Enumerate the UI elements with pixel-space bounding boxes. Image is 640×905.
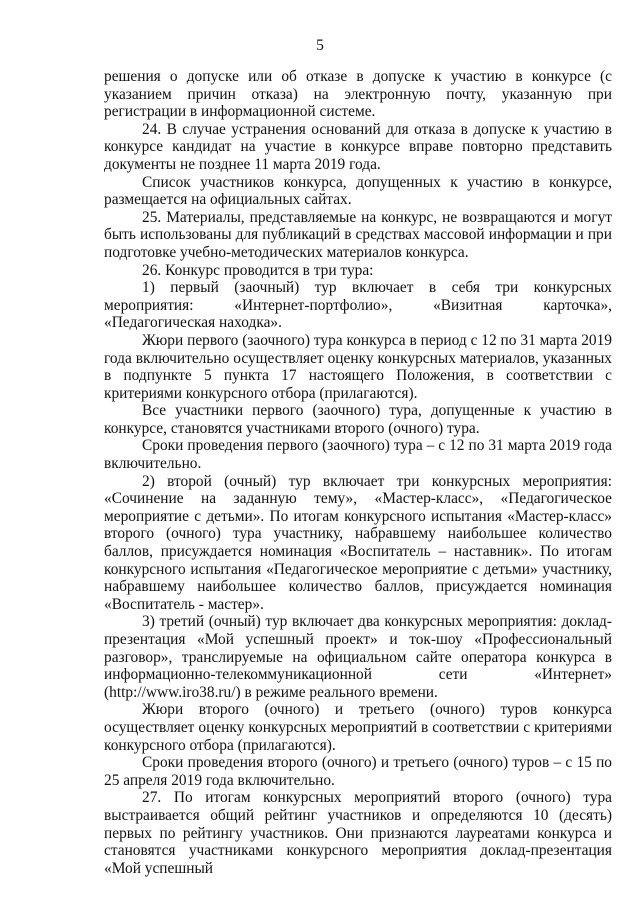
paragraph-first-round: 1) первый (заочный) тур включает в себя три конкурсных мероприятия: «Интернет-портфолио», «Визитная карточка», «Педагогическая находка». (104, 279, 612, 332)
paragraph-participants-list: Список участников конкурса, допущенных к участию в конкурсе, размещается на официальных сайтах. (104, 173, 612, 209)
page-number: 5 (316, 37, 324, 54)
paragraph-first-round-dates: Сроки проведения первого (заочного) тура – с 12 по 31 марта 2019 года включительно. (104, 437, 612, 473)
document-body (104, 68, 612, 877)
paragraph-third-round: 3) третий (очный) тур включает два конкурсных мероприятия: доклад-презентация «Мой успешный проект» и ток-шоу «Профессиональный разговор», транслируемые на официальном сайте оператора конкурса в информационно-телекоммуникационной сети «Интернет» (http://www.iro38.ru/) в режиме реального времени. (104, 613, 612, 701)
paragraph-first-round-jury: Жюри первого (заочного) тура конкурса в период с 12 по 31 марта 2019 года включительно осуществляет оценку конкурсных материалов, указанных в подпункте 5 пункта 17 настоящего Положения, в соответствии с критериями конкурсного отбора (прилагаются). (104, 331, 612, 402)
paragraph-rounds-jury: Жюри второго (очного) и третьего (очного) туров конкурса осуществляет оценку конкурсных мероприятий в соответствии с критериями конкурсного отбора (прилагаются). (104, 701, 612, 754)
paragraph-rounds-dates: Сроки проведения второго (очного) и третьего (очного) туров – с 15 по 25 апреля 2019 года включительно. (104, 754, 612, 789)
paragraph-25: 25. Материалы, представляемые на конкурс, не возвращаются и могут быть использованы для публикаций в средствах массовой информации и при подготовке учебно-методических материалов конкурса. (104, 208, 612, 261)
paragraph-first-round-advance: Все участники первого (заочного) тура, допущенные к участию в конкурсе, становятся участниками второго (очного) тура. (104, 402, 612, 437)
paragraph-24: 24. В случае устранения оснований для отказа в допуске к участию в конкурсе кандидат на участие в конкурсе вправе повторно представить документы не позднее 11 марта 2019 года. (104, 120, 612, 173)
paragraph-continuation: решения о допуске или об отказе в допуске к участию в конкурсе (с указанием причин отказа) на электронную почту, указанную при регистрации в информационной системе. (104, 68, 612, 121)
paragraph-27: 27. По итогам конкурсных мероприятий второго (очного) тура выстраивается общий рейтинг участников и определяются 10 (десять) первых по рейтингу участников. Они признаются лауреатами конкурса и становятся участниками конкурсного мероприятия доклад-презентация «Мой успешный (104, 789, 612, 877)
paragraph-26: 26. Конкурс проводится в три тура: (142, 261, 374, 279)
paragraph-second-round: 2) второй (очный) тур включает три конкурсных мероприятия: «Сочинение на заданную тему», «Мастер-класс», «Педагогическое мероприятие с детьми». По итогам конкурсного испытания «Мастер-класс» второго (очного) тура участнику, набравшему наибольшее количество баллов, присуждается номинация «Воспитатель – наставник». По итогам конкурсного испытания «Педагогическое мероприятие с детьми» участнику, набравшему наибольшее количество баллов, присуждается номинация «Воспитатель - мастер». (104, 472, 612, 613)
